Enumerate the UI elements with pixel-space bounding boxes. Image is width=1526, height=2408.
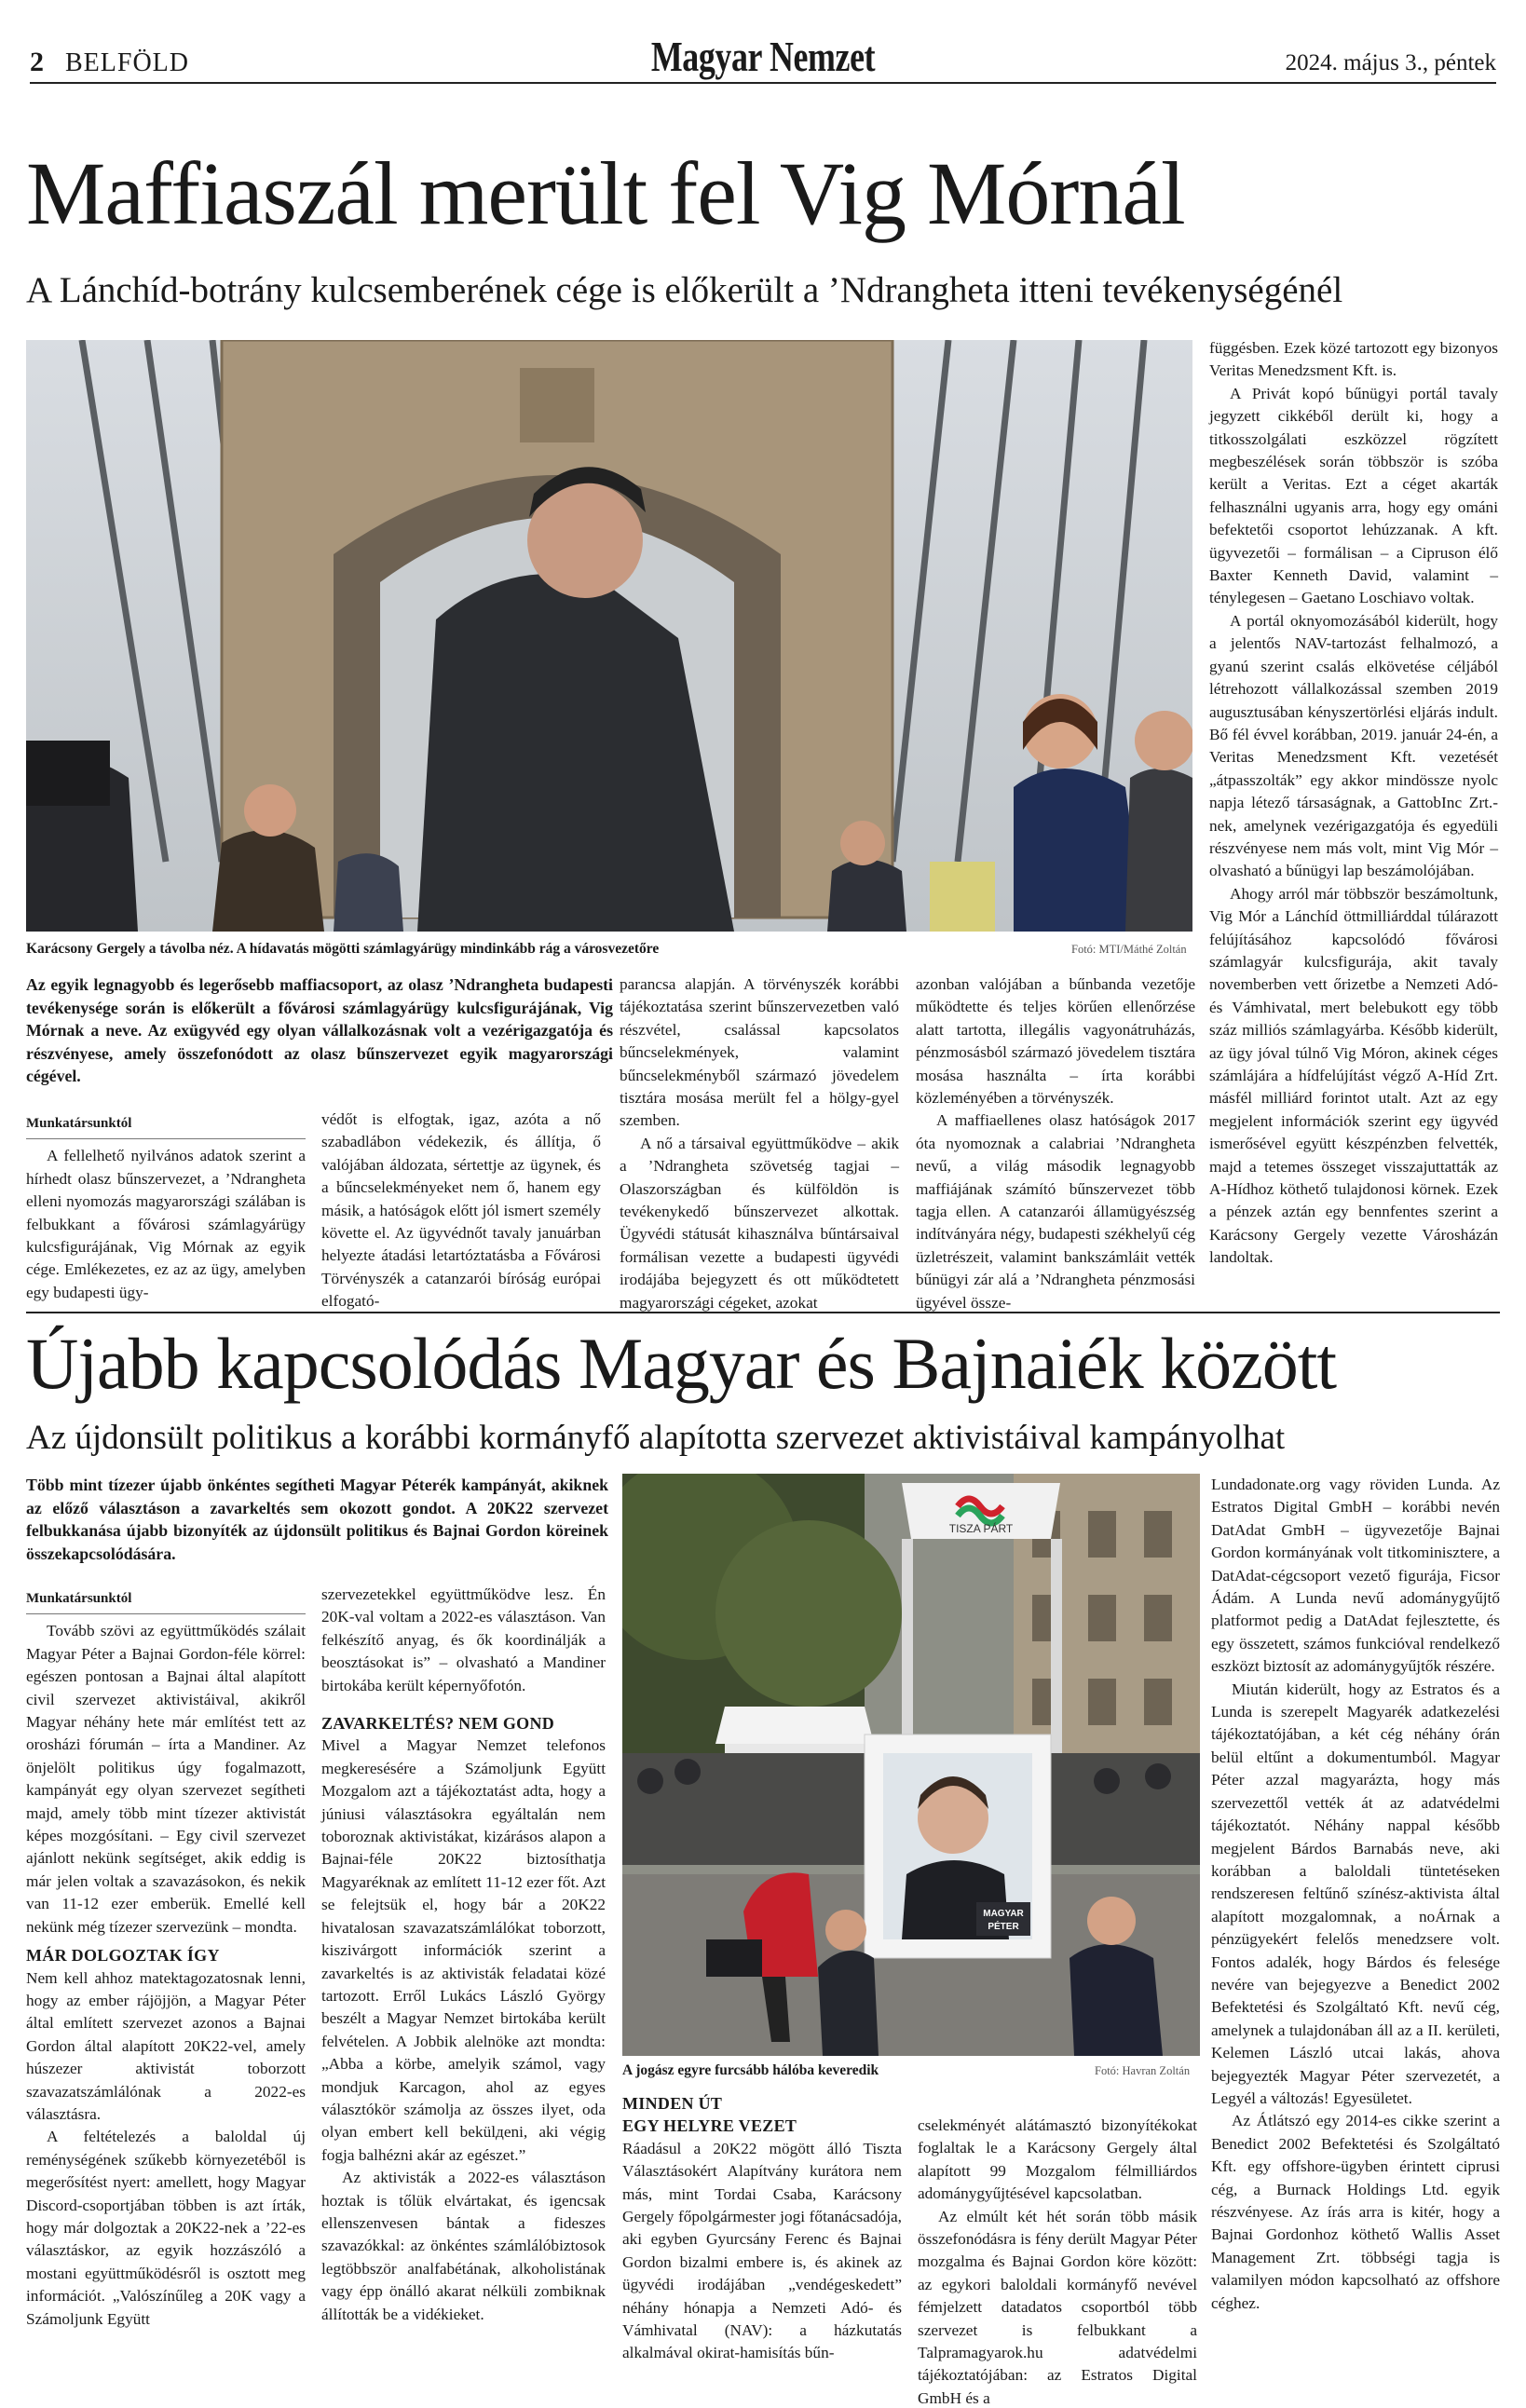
article1-paragraph: A fellelhető nyilvános adatok szerint a hírhedt olasz bűnszervezet, a ’Ndrangheta elleni nyomozás magyarországi szálában is felbukkant a fővárosi számlagyárügy kulcsfigurájának, Vig Mórnak az egyik cége. Emlékezetes, ez az az ügy, amelyben egy budapesti ügy- xyxy=(26,1147,306,1301)
article2-paragraph: Lundadonate.org vagy röviden Lunda. Az Estratos Digital GmbH – korábbi nevén DatAdat GmbH – ügyvezetője Bajnai Gordon kormányának volt titkominisztere, a DatAdat-cégcsoport vezető figurája, Ficsor Ádám. A Lunda nevű adománygyűjtő platformot pedig a DatAdat fejlesztette, és egy összetett, számos funkcióval rendelkező eszközt biztosít az adománygyűjtők részére. xyxy=(1211,1476,1500,1676)
article1-column-5 xyxy=(1209,337,1498,1270)
article2-headline: Újabb kapcsolódás Magyar és Bajnaiék között xyxy=(26,1323,1337,1404)
article1-column-4 xyxy=(916,973,1195,1314)
tisza-tent-sign: TISZA PÁRT xyxy=(948,1522,1014,1535)
article1-photo xyxy=(26,340,1192,932)
article1-headline: Maffiaszál merült fel Vig Mórnál xyxy=(26,143,1185,243)
article1-paragraph: függésben. Ezek közé tartozott egy bizonyos Veritas Menedzsment Kft. is. xyxy=(1209,339,1498,380)
masthead xyxy=(30,26,1496,84)
article2-column-1 xyxy=(26,1584,306,2331)
article2-paragraph: Tovább szövi az együttműködés szálait Magyar Péter a Bajnai Gordon-féle körrel: egészen pontosan a Bajnai által alapított civil szervezet aktivistáival, akikről Magyar néhány hete már említést tett az orosházi fórumán – írta a Mandiner. Az önjelölt politikus úgy fogalmazott, kampányát egy olyan szervezet segítheti majd, amely több mint tízezer aktivistát képes mozgósítani. – Egy civil szervezet ajánlott nekünk segítséget, akik eddig is már jelen voltak a szavazásokon, és nekik van 11-12 ezer emberük. Emellé kell nekünk még tízezer szervezünk – mondta. xyxy=(26,1622,306,1936)
article1-column-3 xyxy=(620,973,899,1314)
article2-paragraph: cselekményét alátámasztó bizonyítékokat foglaltak le a Karácsony Gergely által alapított 99 Mozgalom félmilliárdos adománygyűjtésével kapcsolatban. xyxy=(918,2116,1197,2203)
article1-photo-credit: Fotó: MTI/Máthé Zoltán xyxy=(1071,943,1187,956)
section-name: BELFÖLD xyxy=(65,48,189,77)
article2-subheading: ZAVARKELTÉS? NEM GOND xyxy=(321,1714,555,1734)
issue-date: 2024. május 3., péntek xyxy=(1285,50,1496,75)
article2-paragraph: Az aktivisták a 2022-es választáson hoztak is tőlük elvártakat, és igencsak ellenszenvesen bántak a fideszes szavazókkal: az önkéntes számlálóbiztosok legtöbbször analfabétának, alkoholistának vagy épp önálló akarat nélküli zombiknak állították be a vidékieket. xyxy=(321,2169,606,2323)
article1-paragraph: A portál oknyomozásából kiderült, hogy a jelentős NAV-tartozást felhalmozó, a gyanú szerint csalás elkövetése céljából létrehozott vállalkozással szemben 2019 augusztusában kényszertörlési eljárás indult. Bő fél évvel korábban, 2019. január 24-én, a Veritas Menedzsment Kft. vezetését „átpasszolták” egy akkor mindössze nyolc napja létező társaságnak, a GattobInc Zrt.-nek, amelynek vezérigazgatója és egyedüli részvényese nem más volt, mint Vig Mór – olvasható a bűnügyi lap beszámolójában. xyxy=(1209,611,1498,880)
article1-byline: Munkatársunktól xyxy=(26,1112,306,1139)
article1-paragraph: Ahogy arról már többször beszámoltunk, Vig Mór a Lánchíd öttmilliárddal túlárazott felújításához kapcsolódó fővárosi számlagyár kulcsfigurája, akit tavaly novemberben vett őrizetbe a Nemzeti Adó- és Vámhivatal, mert belebukott egy több száz milliós számlagyárba. Később kiderült, az ügy jóval túlnő Vig Móron, akinek céges számlájára a hídfelújítást végző A-Híd Zrt. másfél milliárd forintot utalt. Azt az egy megjelent információk szerint egy ügyvéd ismerősével együtt készpénzben felvették, majd a tetemes összeget visszajuttatták az A-Hídhoz köthető tulajdonosi körnek. Ezek a pénzek aztán egy bennfentes szerint a Karácsony Gergely vezette Városházán landoltak. xyxy=(1209,884,1498,1267)
article1-paragraph: azonban valójában a bűnbanda vezetője működtette és teljes körűen ellenőrzése alatt tartotta, illegális vagyonátruházás, pénzmosásból származó jövedelem tisztára mosása használta – írta korábbi közleményében a törvényszék. xyxy=(916,975,1195,1108)
article1-photo-caption: Karácsony Gergely a távolba néz. A hídavatás mögötti számlagyárügy mindinkább rág a városvezetőre xyxy=(26,941,660,957)
article-divider xyxy=(26,1312,1500,1313)
article2-paragraph: szervezetekkel együttműködve lesz. Én 20K-val voltam a 2022-es választáson. Van felkészítő anyag, és ők koordinálják a beosztásokat is” – olvasható a Mandiner birtokába került képernyőfotón. xyxy=(321,1585,606,1694)
article1-paragraph: parancsa alapján. A törvényszék korábbi tájékoztatása szerint bűnszervezetben való részvétel, csalással kapcsolatos bűncselekmények, valamint bűncselekményből származó jövedelem tisztára mosása merült fel a hölgy-gyel szemben. xyxy=(620,975,899,1130)
article1-paragraph: A nő a társaival együttműködve – akik a ’Ndrangheta szövetség tagjai – Olaszországban és külföldön is tevékenykedő bűnszervezet alkottak. Ügyvédi státusát kihasználva bűntársaival formálisan vezette a budapesti ügyvédi irodájába bejegyzett és ott működtetett magyarországi cégeket, azokat xyxy=(620,1134,899,1312)
article1-column-1 xyxy=(26,1109,306,1304)
article2-column-4 xyxy=(918,2115,1197,2408)
article2-column-3 xyxy=(622,2087,902,2365)
article2-subheading: MINDEN ÚT xyxy=(622,2094,723,2113)
poster-name-line2: PÉTER xyxy=(988,1922,1019,1932)
page-number: 2 xyxy=(30,47,44,77)
article2-paragraph: Az elmúlt két hét során több másik összefonódásra is fény derült Magyar Péter mozgalma és Bajnai Gordon köre között: az egykori baloldali kormányfő nevével fémjelzett datadatos csoportból több szervezet is felbukkant a Talpramagyarok.hu adatvédelmi tájékoztatójában: az Estratos Digital GmbH és a xyxy=(918,2207,1197,2407)
article1-paragraph: A Privát kopó bűnügyi portál tavaly jegyzett cikkéből derült ki, hogy a titkosszolgálati eszközzel rögzített megbeszélések során többször is szóba került a Veritas. Ezt a céget akarták felhasználni ugyanis arra, hogy egy ománi befektetői csoportot lehúzzanak. A kft. ügyvezetői – formálisan – a Cipruson élő Baxter Kenneth David, valamint – ténylegesen – Gaetano Loschiavo voltak. xyxy=(1209,384,1498,607)
article1-lead: Az egyik legnagyobb és legerősebb maffiacsoport, az olasz ’Ndrangheta budapesti tevékenysége során is előkerült a fővárosi számlagyárügy kulcsfigurájának, Vig Mórnak a neve. Az exügyvéd egy olyan vállalkozásnak volt a vezérigazgatója és részvényese, amely összefonódott az olasz bűnszervezet egyik magyarországi cégével. xyxy=(26,975,613,1085)
article2-photo xyxy=(622,1474,1200,2056)
article2-subheading: MÁR DOLGOZTAK ÍGY xyxy=(26,1946,220,1966)
article2-lead: Több mint tízezer újabb önkéntes segítheti Magyar Péterék kampányát, akiknek az előző választáson a zavarkeltés sem okozott gondot. A 20K22 szervezet felbukkanása újabb bizonyíték az újdonsült politikus és Bajnai Gordon köreinek összekapcsolódására. xyxy=(26,1476,608,1563)
article2-photo-caption: A jogász egyre furcsább hálóba keveredik xyxy=(622,2062,879,2078)
article1-column-2 xyxy=(321,1109,601,1313)
article2-paragraph: Nem kell ahhoz matektagozatosnak lenni, hogy az ember rájöjjön, a Magyar Péter által említett szervezet azonos a Bajnai Gordon által alapított 20K22-vel, amely húszezer aktivistát toborzott szavazatszámlálónak a 2022-es választásra. xyxy=(26,1968,306,2123)
article2-paragraph: A feltételezés a baloldal új reménységének szűkebb környezetéből is megerősítést nyert: amellett, hogy Magyar Discord-csoportjában többen is azt írták, hogy már dolgoztak a 20K22-nek a ’22-es választáskor, az egyik hozzászóló a mostani együttműködésről is osztott meg információt. „Valószínűleg a 20K vagy a Számoljunk Együtt xyxy=(26,2128,306,2328)
article2-paragraph: Miután kiderült, hogy az Estratos és a Lunda is szerepelt Magyarék adatkezelési tájékoztatójában, a két cég néhány órán belül eltűnt a dokumentumból. Magyar Péter azzal magyarázta, hogy más szervezettől vették át az adatvédelmi tájékoztatót. Néhány nappal később megjelent Bárdos Barnabás neve, aki korábban a baloldali tüntetéseken rendszeresen feltűnő színész-aktivista által alapított mozgalomnak, a noÁrnak a pénzügyekért felelős menedzsere volt. Fontos adalék, hogy Bárdos és felesége nevére van bejegyezve a Benedict 2002 Befektetési és Szolgáltató Kft. nevű cég, amelynek a tulajdonában áll az a II. kerületi, Kelemen László utcai lakás, ahova bejegyezték Magyar Péter szervezetét, a Legyél a változás! Egyesületet. xyxy=(1211,1680,1500,2107)
poster-name-line1: MAGYAR xyxy=(983,1909,1024,1919)
article1-subhead: A Lánchíd-botrány kulcsemberének cége is előkerült a ’Ndrangheta itteni tevékenységénél xyxy=(26,270,1343,310)
article2-paragraph: Az Átlátszó egy 2014-es cikke szerint a Benedict 2002 Befektetési és Szolgáltató Kft. egy offshore-ügyben érintett ciprusi cég, a Burnack Holdings Ltd. egyik részvényese. Az írás arra is kitér, hogy a Bajnai Gordonhoz köthető Wallis Asset Management Zrt. többségi tagja is valamilyen módon kapcsolható az offshore céghez. xyxy=(1211,2112,1500,2312)
article2-paragraph: Ráadásul a 20K22 mögött álló Tiszta Választásokért Alapítvány kurátora nem más, mint Tordai Csaba, Karácsony Gergely főpolgármester jogi főtanácsadója, aki egyben Gyurcsány Ferenc és Bajnai Gordon bizalmi embere is, és akinek az ügyvédi irodájában „vendégeskedett” néhány hónapja a Nemzeti Adó- és Vámhivatal (NAV): a házkutatás alkalmával okirat-hamisítás bűn- xyxy=(622,2139,902,2362)
article2-photo-credit: Fotó: Havran Zoltán xyxy=(1095,2064,1191,2077)
newspaper-logo: Magyar Nemzet xyxy=(650,33,876,80)
article2-column-5 xyxy=(1211,1474,1500,2315)
article2-paragraph: Mivel a Magyar Nemzet telefonos megkeresésére a Számoljunk Együtt Mozgalom azt a tájékoztatást adta, hogy a júniusi választásokra egyáltalán nem toboroznak aktivistákat, kizárásos alapon a Bajnai-féle 20K22 biztosíthatja Magyaréknak az említett 11-12 ezer főt. Azt se felejtsük el, hogy bár a 20K22 hivatalosan szavazatszámlálókat toborzott, kiszivárgott információk szerint a zavarkeltés is az aktivisták feladatai közé tartozott. Erről Lukács László György beszélt a Magyar Nemzet birtokába került felvételen. A Jobbik alelnöke azt mondta: „Abba a körbe, amelyik számol, vagy mondjuk Karcagon, ahol az egyes választókör számolja az összes ilyet, oda olyan embert kell bekülдeni, aki végig fogja balhézni akár az egészet.” xyxy=(321,1736,606,2164)
article2-subheading: EGY HELYRE VEZET xyxy=(622,2116,797,2136)
article2-subhead: Az újdonsült politikus a korábbi kormányfő alapította szervezet aktivistáival kampányolhat xyxy=(26,1419,1286,1457)
article1-paragraph: védőt is elfogtak, igaz, azóta a nő szabadlábon védekezik, és állítja, ő valójában áldozata, sértettje az ügynek, és a bűncselekményeket nem ő, hanem egy másik, a hatóságok előtt jól ismert személy követte el. Az ügyvédnőt tavaly januárban helyezte átadási letartóztatásba a Fővárosi Törvényszék a catanzarói bíróság európai elfogató- xyxy=(321,1110,601,1311)
article2-byline: Munkatársunktól xyxy=(26,1587,306,1614)
article1-paragraph: A maffiaellenes olasz hatóságok 2017 óta nyomoznak a calabriai ’Ndrangheta nevű, a világ második legnagyobb maffiájának számító bűnszervezet több tagja ellen. A catanzarói államügyészség indítványára négy, budapesti székhelyű cég üzletrészeit, valamint bankszámláit vették bűnügyi zár alá a ’Ndrangheta pénzmosási ügyével össze- xyxy=(916,1111,1195,1312)
article2-column-2 xyxy=(321,1584,606,2326)
